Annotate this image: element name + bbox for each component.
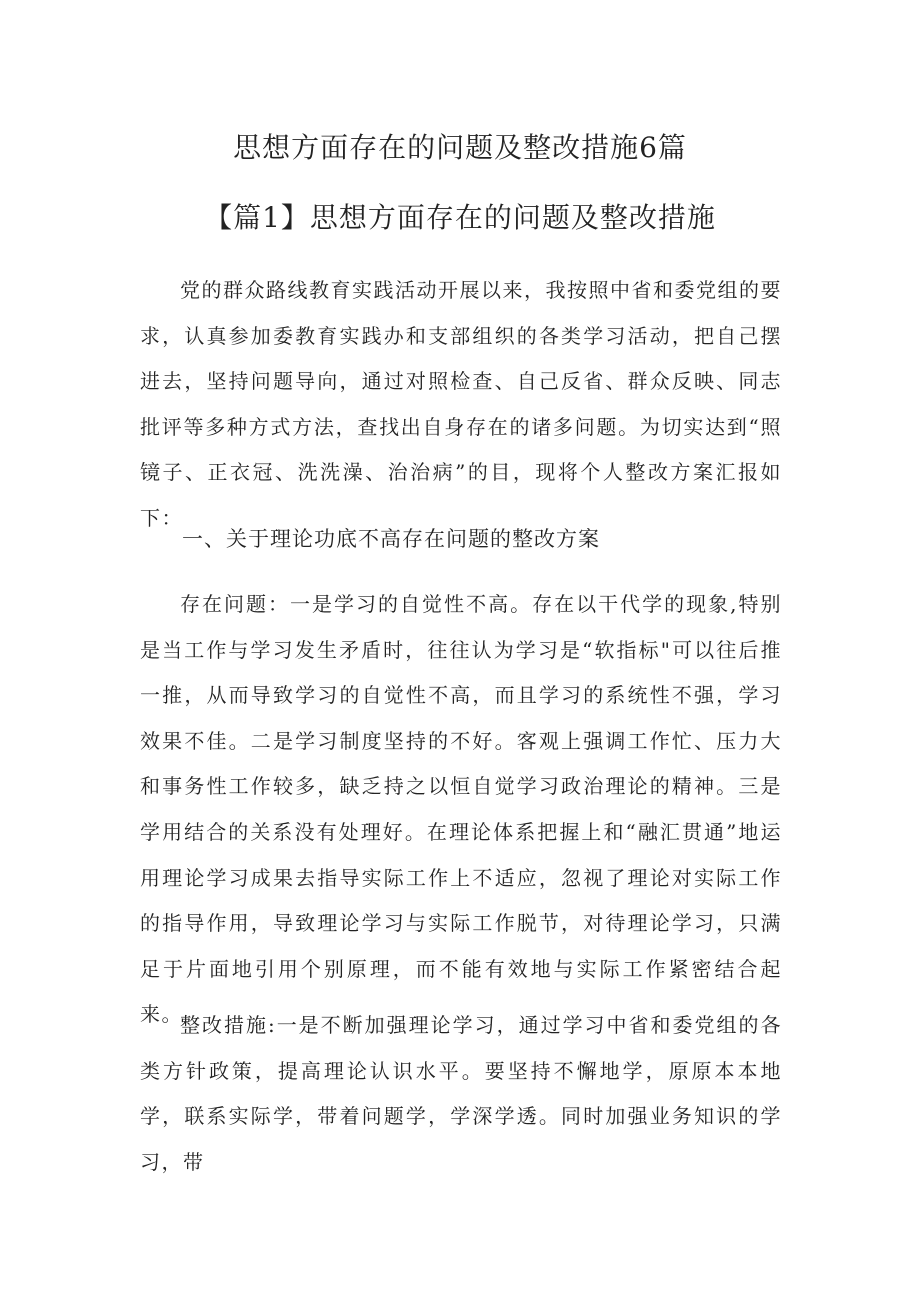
measures-paragraph: 整改措施:一是不断加强理论学习，通过学习中省和委党组的各类方针政策，提高理论认识水平。要坚持不懈地学，原原本本地学，联系实际学，带着问题学，学深学透。同时加强业务知识的学习，带 xyxy=(140,1013,782,1174)
document-title: 思想方面存在的问题及整改措施6篇 xyxy=(233,131,687,164)
section-heading: 一、关于理论功底不高存在问题的整改方案 xyxy=(182,527,600,551)
document-subtitle: 【篇1】思想方面存在的问题及整改措施 xyxy=(204,201,716,234)
problems-paragraph: 存在问题：一是学习的自觉性不高。存在以干代学的现象,特别是当工作与学习发生矛盾时，往往认为学习是“软指标"可以往后推一推，从而导致学习的自觉性不高，而且学习的系统性不强，学习效果不佳。二是学习制度坚持的不好。客观上强调工作忙、压力大和事务性工作较多，缺乏持之以恒自觉学习政治理论的精神。三是学用结合的关系没有处理好。在理论体系把握上和“融汇贯通”地运用理论学习成果去指导实际工作上不适应，忽视了理论对实际工作的指导作用，导致理论学习与实际工作脱节，对待理论学习，只满足于片面地引用个别原理，而不能有效地与实际工作紧密结合起来。 xyxy=(140,592,782,1027)
intro-paragraph: 党的群众路线教育实践活动开展以来，我按照中省和委党组的要求，认真参加委教育实践办和支部组织的各类学习活动，把自己摆进去，坚持问题导向，通过对照检查、自己反省、群众反映、同志批评等多种方式方法，查找出自身存在的诸多问题。为切实达到“照镜子、正衣冠、洗洗澡、治治病”的目，现将个人整改方案汇报如下： xyxy=(140,278,782,530)
